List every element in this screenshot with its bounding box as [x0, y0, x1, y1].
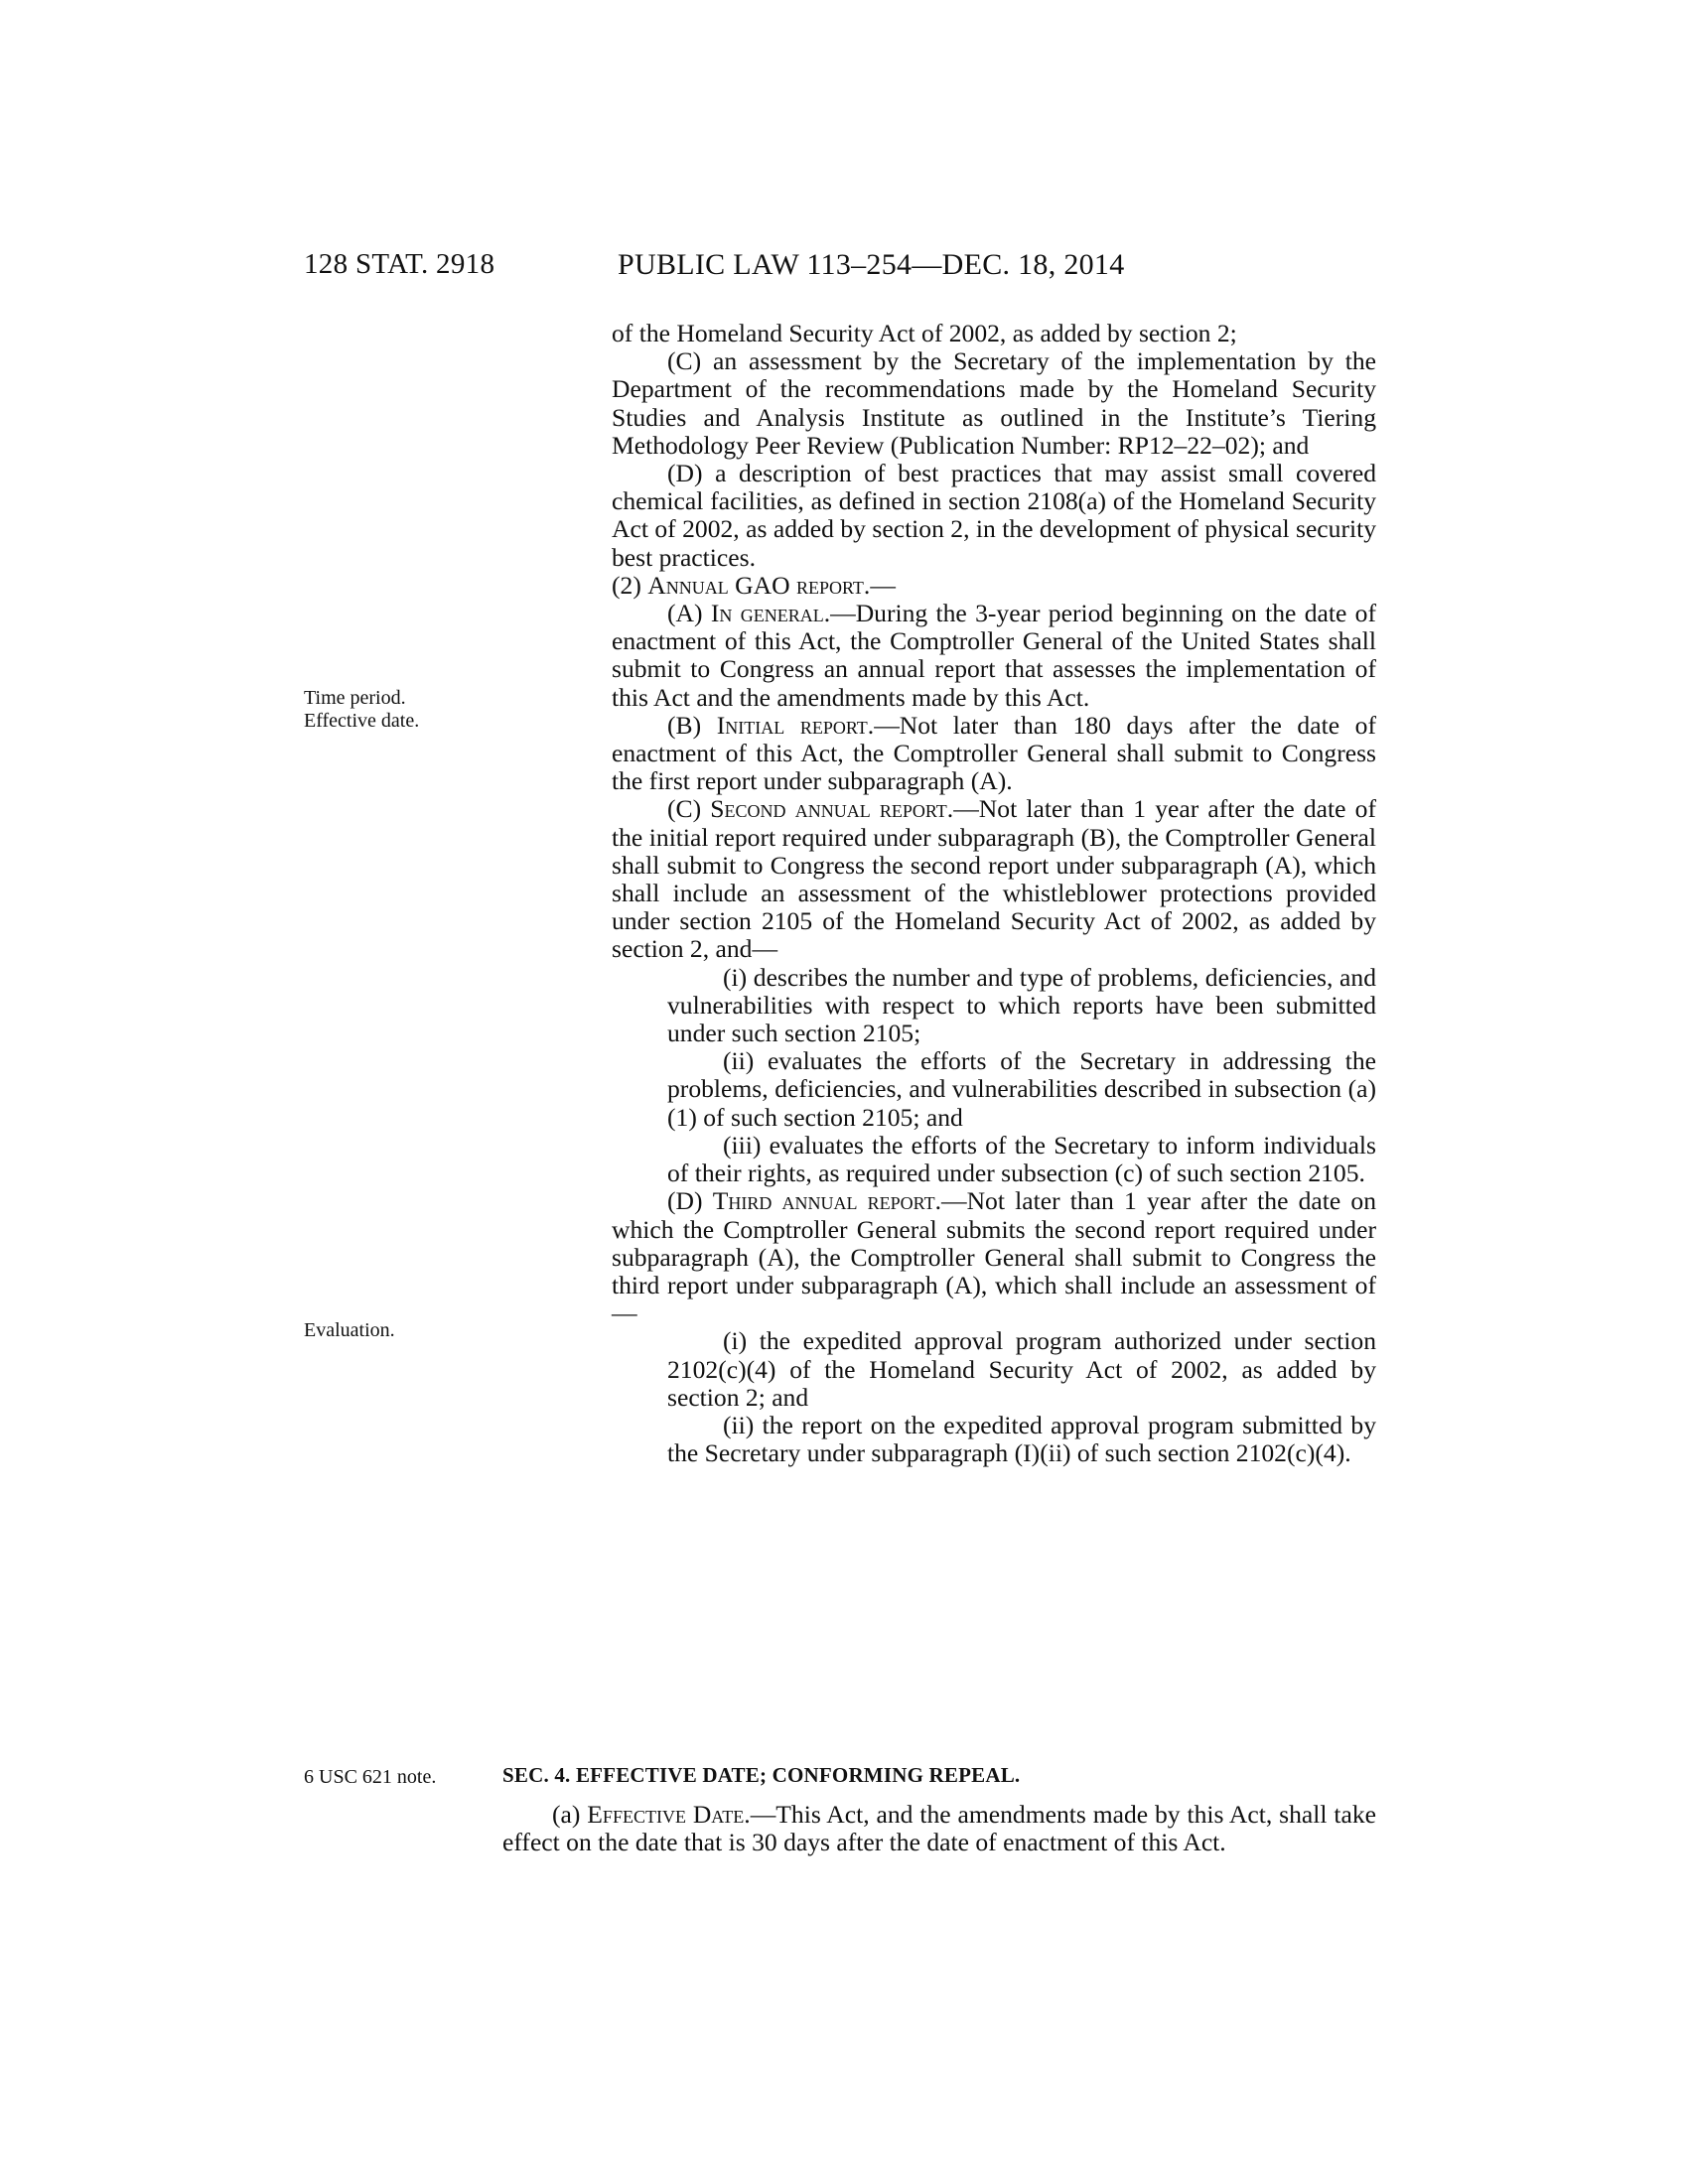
section-4a-paragraph — [502, 1801, 1376, 1856]
subparagraph-2c-heading: Second annual report. — [710, 794, 954, 824]
subparagraph-2c — [612, 795, 1376, 963]
subparagraph-2a-heading: In general. — [710, 599, 831, 628]
stat-citation: 128 STAT. 2918 — [304, 248, 495, 280]
public-law-title: PUBLIC LAW 113–254—DEC. 18, 2014 — [618, 248, 1125, 281]
clause-2c-ii: (ii) evaluates the efforts of the Secretary in addressing the problems, deficiencies, and vulnerabilities described in subsection (a)(1) of such section 2105; and — [667, 1046, 1376, 1132]
main-text-column — [612, 320, 1376, 1467]
paragraph-2-heading — [612, 572, 1376, 600]
subparagraph-c: (C) an assessment by the Secretary of the implementation by the Department of the recommendations made by the Homeland Security Studies and Analysis Institute as outlined in the Institute’s Tiering Methodology Peer Review (Publication Number: RP12–22–02); and — [612, 346, 1376, 460]
subparagraph-2c-text: —Not later than 1 year after the date of the initial report required under subparagraph (B), the Comptroller General shall submit to Congress the second report under subparagraph (A), which shall include an assessment of the whistleblower protections provided under section 2105 of the Homeland Security Act of 2002, as added by section 2, and— — [612, 794, 1377, 964]
section-4-heading: SEC. 4. EFFECTIVE DATE; CONFORMING REPEAL. — [502, 1763, 1021, 1787]
subparagraph-2b-number: (B) — [667, 710, 717, 740]
section-4a-text: —This Act, and the amendments made by this Act, shall take effect on the date that is 30 days after the date of enactment of this Act. — [502, 1800, 1377, 1857]
margin-note-time-period — [304, 687, 419, 733]
subparagraph-2a — [612, 600, 1376, 712]
subparagraph-2b-heading: Initial report. — [716, 710, 875, 740]
paragraph-2-title: Annual GAO report. — [647, 570, 871, 600]
paragraph-2-dash: — — [870, 570, 896, 600]
continuation-paragraph: of the Homeland Security Act of 2002, as added by section 2; — [612, 319, 1237, 347]
page-header — [0, 248, 1688, 288]
section-4a-heading: Effective Date. — [587, 1800, 751, 1829]
margin-note-evaluation: Evaluation. — [304, 1319, 395, 1341]
subparagraph-2d-heading: Third annual report. — [712, 1186, 941, 1216]
paragraph-2-number: (2) — [612, 570, 648, 600]
clause-2d-ii: (ii) the report on the expedited approval program submitted by the Secretary under subparagraph (I)(ii) of such section 2102(c)(4). — [667, 1410, 1376, 1468]
margin-note-usc: 6 USC 621 note. — [304, 1766, 437, 1788]
subparagraph-2b-text: —Not later than 180 days after the date of enactment of this Act, the Comptroller General shall submit to Congress the first report under subparagraph (A). — [612, 710, 1376, 796]
subparagraph-2d — [612, 1187, 1376, 1327]
margin-note-effective-date-text: Effective date. — [304, 710, 420, 732]
clause-2c-iii: (iii) evaluates the efforts of the Secretary to inform individuals of their rights, as required under subsection (c) of such section 2105. — [667, 1130, 1376, 1188]
subparagraph-2a-text: —During the 3-year period beginning on the date of enactment of this Act, the Comptroller General of the United States shall submit to Congress an annual report that assesses the implementation of this Act and the amendments made by this Act. — [612, 599, 1376, 712]
clause-2c-i: (i) describes the number and type of problems, deficiencies, and vulnerabilities with respect to which reports have been submitted under such section 2105; — [667, 962, 1376, 1048]
subparagraph-d: (D) a description of best practices that may assist small covered chemical facilities, as defined in section 2108(a) of the Homeland Security Act of 2002, as added by section 2, in the development of physical security best practices. — [612, 459, 1376, 572]
subparagraph-2b — [612, 712, 1376, 796]
clause-2d-i: (i) the expedited approval program authorized under section 2102(c)(4) of the Homeland Security Act of 2002, as added by section 2; and — [667, 1326, 1376, 1412]
subparagraph-2c-number: (C) — [667, 794, 711, 824]
subparagraph-2d-number: (D) — [667, 1186, 713, 1216]
margin-note-time-period-text: Time period. — [304, 687, 406, 709]
subparagraph-2a-number: (A) — [667, 599, 711, 628]
section-4a-number: (a) — [552, 1800, 588, 1829]
subparagraph-2d-text: —Not later than 1 year after the date on which the Comptroller General submits the second report required under subparagraph (A), the Comptroller General shall submit to Congress the third report under subparagraph (A), which shall include an assessment of— — [612, 1186, 1376, 1328]
